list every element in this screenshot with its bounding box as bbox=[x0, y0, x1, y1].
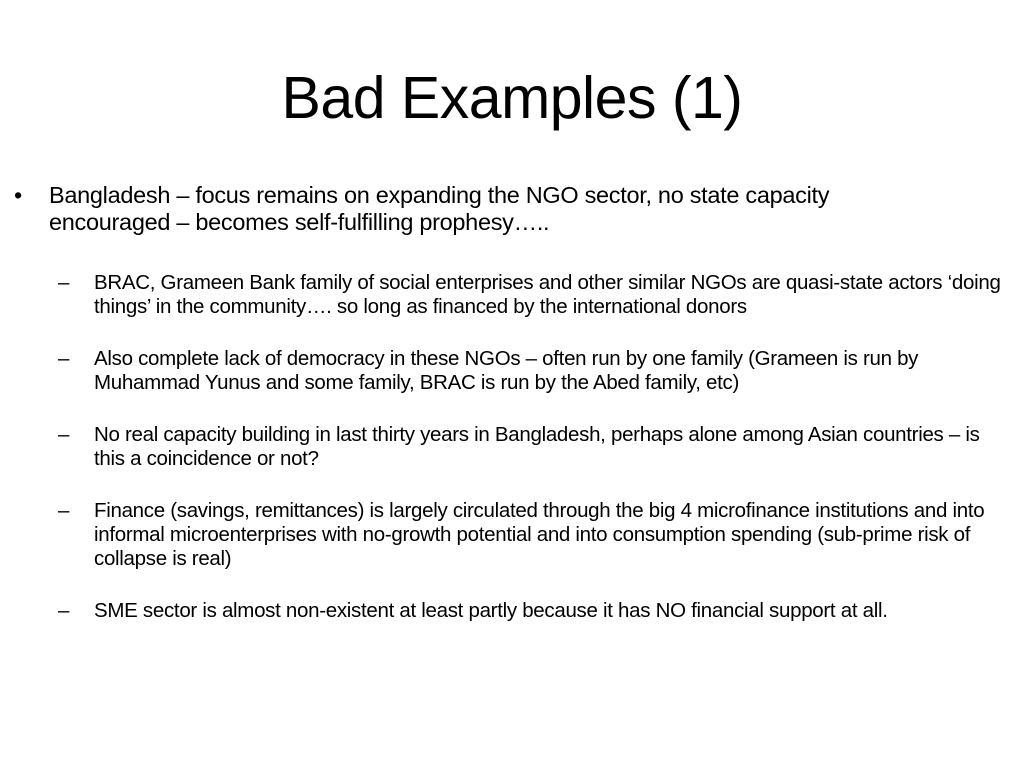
dash-icon: – bbox=[58, 271, 70, 294]
sub-bullet-text: No real capacity building in last thirty years in Bangladesh, perhaps alone among Asian countries – is this a coincidence or not? bbox=[94, 423, 980, 470]
dash-icon: – bbox=[58, 599, 70, 622]
sub-bullet-text: BRAC, Grameen Bank family of social enterprises and other similar NGOs are quasi-state actors ‘doing things’ in the community…. so long as financed by the international donors bbox=[94, 271, 1001, 318]
sub-bullet-text: SME sector is almost non-existent at least partly because it has NO financial support at all. bbox=[94, 599, 888, 622]
sub-bullet-lack-of-democracy bbox=[58, 347, 1018, 395]
sub-bullet-sme-sector bbox=[58, 599, 1018, 623]
slide-title: Bad Examples (1) bbox=[281, 65, 743, 131]
main-bullet-text: Bangladesh – focus remains on expanding the NGO sector, no state capacity encouraged – becomes self-fulfilling prophesy….. bbox=[49, 182, 830, 235]
bullet-dot-icon: • bbox=[14, 182, 22, 208]
sub-bullet-text: Finance (savings, remittances) is largely circulated through the big 4 microfinance institutions and into informal microenterprises with no-growth potential and into consumption spending (sub-prime risk of collapse is real) bbox=[94, 499, 985, 570]
sub-bullet-capacity-building bbox=[58, 423, 1018, 471]
dash-icon: – bbox=[58, 347, 70, 370]
sub-bullet-brac-grameen bbox=[58, 271, 1018, 319]
sub-bullet-text: Also complete lack of democracy in these NGOs – often run by one family (Grameen is run by Muhammad Yunus and some family, BRAC is run by the Abed family, etc) bbox=[94, 347, 919, 394]
sub-bullet-finance bbox=[58, 499, 1018, 571]
dash-icon: – bbox=[58, 499, 70, 522]
main-bullet bbox=[14, 182, 1014, 236]
dash-icon: – bbox=[58, 423, 70, 446]
sub-bullet-list bbox=[58, 271, 1018, 651]
